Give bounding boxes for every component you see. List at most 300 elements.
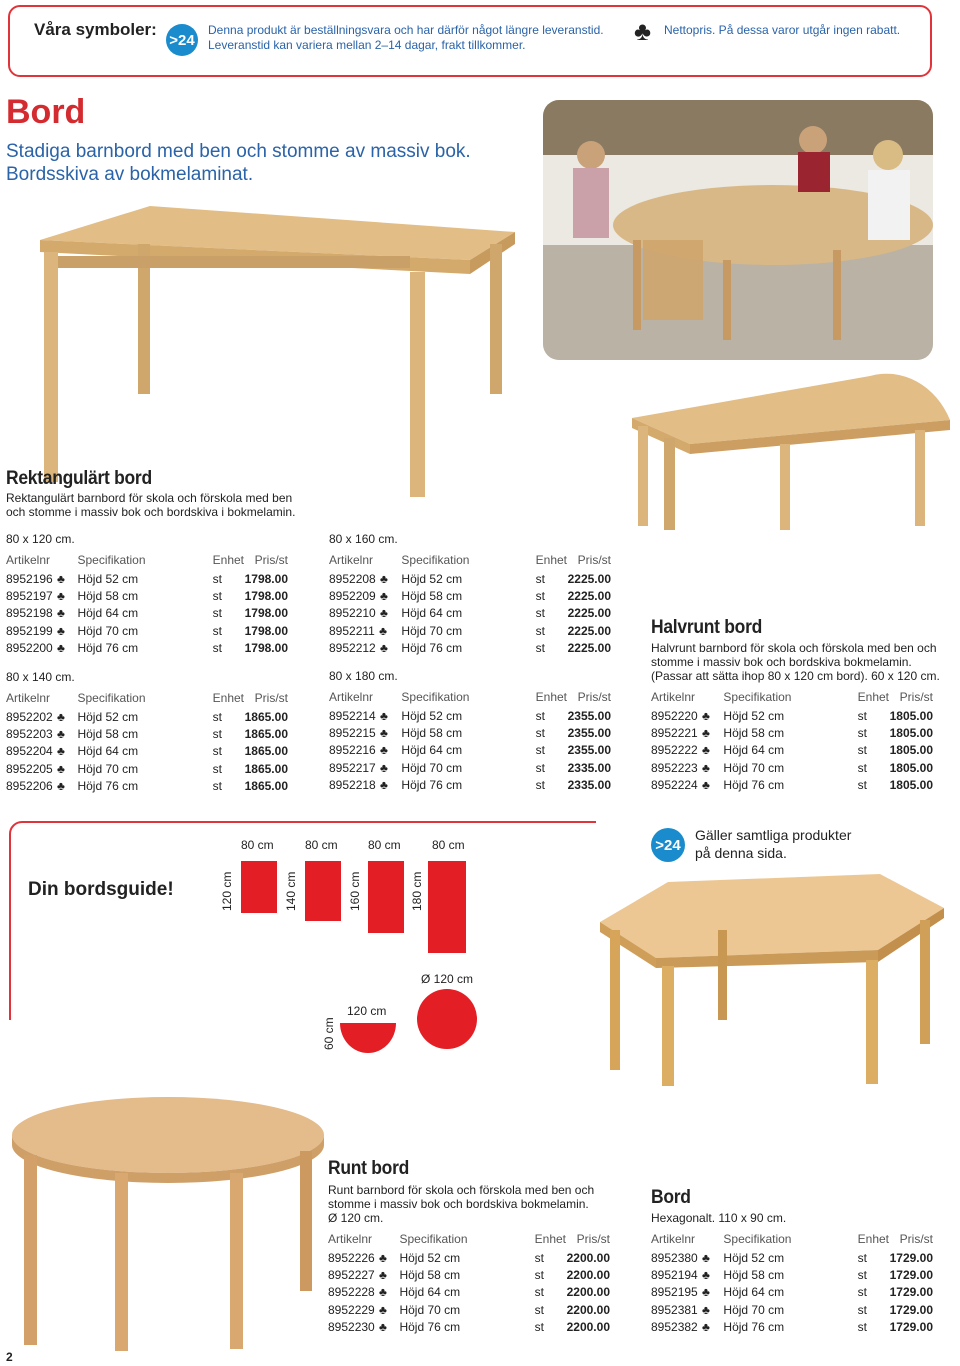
spec-cell: Höjd 76 cm xyxy=(77,778,139,793)
article-number-cell xyxy=(651,1301,723,1318)
club-suit-icon: ♣ xyxy=(376,588,388,603)
article-number: 8952382 xyxy=(651,1319,698,1334)
article-number: 8952198 xyxy=(6,606,53,621)
article-number-cell xyxy=(6,570,77,587)
guide-half-depth-label: 60 cm xyxy=(322,1017,336,1050)
notice-line: Gäller samtliga produkter xyxy=(695,827,852,843)
price-table xyxy=(651,687,933,793)
table-row xyxy=(651,1318,933,1335)
club-suit-icon: ♣ xyxy=(53,588,65,603)
article-number-cell xyxy=(6,605,77,622)
club-suit-icon: ♣ xyxy=(375,1250,387,1265)
article-number-cell xyxy=(651,776,723,793)
price-group-80x140 xyxy=(6,670,288,794)
article-number: 8952194 xyxy=(651,1267,698,1282)
hex-table-desc: Hexagonalt. 110 x 90 cm. xyxy=(651,1211,787,1225)
col-header-art: Artikelnr xyxy=(651,1232,696,1246)
price-cell: 1865.00 xyxy=(244,761,288,776)
price-table xyxy=(328,1229,610,1335)
col-header-price: Pris/st xyxy=(577,553,611,567)
table-row xyxy=(651,724,933,741)
article-number-cell xyxy=(329,759,401,776)
table-guide-title: Din bordsguide! xyxy=(28,879,174,900)
club-suit-icon: ♣ xyxy=(376,640,388,655)
unit-cell: st xyxy=(535,777,545,792)
price-cell: 2225.00 xyxy=(567,588,611,603)
spec-cell: Höjd 64 cm xyxy=(723,743,785,758)
col-header-unit: Enhet xyxy=(535,690,567,704)
article-number-cell xyxy=(329,776,401,793)
table-row xyxy=(328,1249,610,1266)
half-table-desc-line: stomme i massiv bok och bordskiva bokmelamin. xyxy=(651,655,912,669)
table-row xyxy=(651,1301,933,1318)
article-number-cell xyxy=(329,587,401,604)
table-row xyxy=(651,776,933,793)
size-label: 80 x 160 cm. xyxy=(329,532,398,546)
price-group-80x160 xyxy=(329,532,611,656)
article-number: 8952199 xyxy=(6,623,53,638)
spec-cell: Höjd 70 cm xyxy=(401,623,463,638)
unit-cell: st xyxy=(857,743,867,758)
guide-rect-140 xyxy=(305,861,341,921)
article-number-cell xyxy=(329,707,401,724)
article-number-cell xyxy=(329,605,401,622)
article-number: 8952203 xyxy=(6,726,53,741)
article-number: 8952204 xyxy=(6,744,53,759)
spec-cell: Höjd 58 cm xyxy=(723,725,785,740)
guide-half-width-label: 120 cm xyxy=(347,1004,387,1018)
notice-line: på denna sida. xyxy=(695,845,787,861)
col-header-spec: Specifikation xyxy=(77,691,146,705)
article-number-cell xyxy=(328,1266,399,1283)
col-header-unit: Enhet xyxy=(212,691,245,705)
article-number: 8952205 xyxy=(6,761,53,776)
size-label: 80 x 180 cm. xyxy=(329,669,398,683)
unit-cell: st xyxy=(857,760,867,775)
guide-length-label: 180 cm xyxy=(410,871,424,911)
spec-cell: Höjd 76 cm xyxy=(401,640,463,655)
club-suit-icon: ♣ xyxy=(53,571,65,586)
club-suit-icon: ♣ xyxy=(698,777,710,792)
article-number-cell xyxy=(328,1301,399,1318)
unit-cell: st xyxy=(212,640,222,655)
spec-cell: Höjd 52 cm xyxy=(77,571,139,586)
spec-cell: Höjd 76 cm xyxy=(723,1319,785,1334)
article-number: 8952381 xyxy=(651,1302,698,1317)
guide-round-shape xyxy=(416,988,478,1050)
rect-table-desc xyxy=(6,491,295,519)
article-number: 8952217 xyxy=(329,760,376,775)
table-row xyxy=(6,605,288,622)
spec-cell: Höjd 52 cm xyxy=(401,708,463,723)
price-group-half xyxy=(651,687,933,793)
article-number: 8952223 xyxy=(651,760,698,775)
price-cell: 1805.00 xyxy=(889,725,933,740)
col-header-art: Artikelnr xyxy=(329,553,374,567)
price-cell: 1805.00 xyxy=(889,760,933,775)
rect-table-title: Rektangulärt bord xyxy=(6,468,152,489)
unit-cell: st xyxy=(535,571,545,586)
col-header-unit: Enhet xyxy=(534,1232,567,1246)
article-number: 8952212 xyxy=(329,640,376,655)
spec-cell: Höjd 76 cm xyxy=(77,640,139,655)
article-number: 8952210 xyxy=(329,606,376,621)
subtitle-line: Stadiga barnbord med ben och stomme av massiv bok. xyxy=(6,141,471,162)
half-round-table-image xyxy=(630,372,956,532)
club-suit-icon: ♣ xyxy=(376,760,388,775)
price-cell: 1729.00 xyxy=(889,1250,933,1265)
guide-width-label: 80 cm xyxy=(305,838,338,852)
club-suit-icon: ♣ xyxy=(375,1302,387,1317)
club-suit-icon: ♣ xyxy=(634,16,652,46)
price-table xyxy=(6,688,288,794)
price-group-80x180 xyxy=(329,669,611,793)
article-number: 8952226 xyxy=(328,1250,375,1265)
price-cell: 1798.00 xyxy=(244,606,288,621)
table-row xyxy=(651,1266,933,1283)
24h-badge-icon: >24 xyxy=(166,24,198,56)
spec-cell: Höjd 58 cm xyxy=(401,725,463,740)
round-table-desc xyxy=(328,1183,594,1225)
table-row xyxy=(328,1284,610,1301)
article-number: 8952224 xyxy=(651,777,698,792)
rectangular-table-image xyxy=(30,200,520,500)
article-number-cell xyxy=(6,777,77,794)
club-suit-icon: ♣ xyxy=(698,1302,710,1317)
price-cell: 1805.00 xyxy=(889,743,933,758)
unit-cell: st xyxy=(212,726,222,741)
article-number-cell xyxy=(6,743,77,760)
legend-club-desc: Nettopris. På dessa varor utgår ingen rabatt. xyxy=(664,23,901,37)
unit-cell: st xyxy=(857,708,867,723)
guide-rect-120 xyxy=(241,861,277,913)
article-number-cell xyxy=(651,724,723,741)
spec-cell: Höjd 58 cm xyxy=(77,588,139,603)
article-number: 8952196 xyxy=(6,571,53,586)
article-number-cell xyxy=(329,622,401,639)
unit-cell: st xyxy=(534,1302,544,1317)
club-suit-icon: ♣ xyxy=(698,743,710,758)
article-number: 8952220 xyxy=(651,708,698,723)
table-row xyxy=(329,707,611,724)
col-header-price: Pris/st xyxy=(577,690,611,704)
spec-cell: Höjd 64 cm xyxy=(723,1285,785,1300)
article-number-cell xyxy=(6,587,77,604)
table-row xyxy=(651,759,933,776)
table-row xyxy=(329,724,611,741)
price-table xyxy=(329,550,611,656)
price-cell: 1729.00 xyxy=(889,1319,933,1334)
unit-cell: st xyxy=(212,588,222,603)
price-cell: 1805.00 xyxy=(889,708,933,723)
col-header-spec: Specifikation xyxy=(77,553,146,567)
col-header-spec: Specifikation xyxy=(723,690,792,704)
article-number: 8952202 xyxy=(6,709,53,724)
half-table-title: Halvrunt bord xyxy=(651,617,763,638)
col-header-unit: Enhet xyxy=(857,1232,889,1246)
hex-table-title: Bord xyxy=(651,1187,691,1208)
col-header-unit: Enhet xyxy=(857,690,889,704)
article-number: 8952215 xyxy=(329,725,376,740)
table-row xyxy=(6,587,288,604)
spec-cell: Höjd 58 cm xyxy=(399,1267,461,1282)
guide-rect-160 xyxy=(368,861,404,933)
price-cell: 2335.00 xyxy=(567,777,611,792)
col-header-art: Artikelnr xyxy=(6,553,51,567)
half-table-desc-line: Halvrunt barnbord för skola och förskola med ben och xyxy=(651,641,937,655)
round-table-image xyxy=(10,1095,325,1355)
price-group-round xyxy=(328,1229,610,1335)
article-number: 8952200 xyxy=(6,640,53,655)
price-table xyxy=(329,687,611,793)
price-cell: 1805.00 xyxy=(889,777,933,792)
unit-cell: st xyxy=(535,640,545,655)
club-suit-icon: ♣ xyxy=(376,606,388,621)
unit-cell: st xyxy=(857,1267,867,1282)
table-row xyxy=(6,708,288,725)
unit-cell: st xyxy=(535,725,545,740)
price-cell: 1798.00 xyxy=(244,571,288,586)
unit-cell: st xyxy=(535,623,545,638)
table-row xyxy=(329,639,611,656)
size-label: 80 x 140 cm. xyxy=(6,670,75,684)
unit-cell: st xyxy=(534,1267,544,1282)
club-suit-icon: ♣ xyxy=(53,606,65,621)
spec-cell: Höjd 58 cm xyxy=(401,588,463,603)
article-number-cell xyxy=(651,1284,723,1301)
article-number: 8952229 xyxy=(328,1302,375,1317)
guide-half-round-shape xyxy=(338,1021,398,1055)
table-row xyxy=(651,707,933,724)
table-row xyxy=(651,742,933,759)
price-cell: 1865.00 xyxy=(244,744,288,759)
round-table-title: Runt bord xyxy=(328,1158,410,1179)
half-table-desc xyxy=(651,641,940,683)
club-suit-icon: ♣ xyxy=(53,744,65,759)
table-row xyxy=(329,742,611,759)
spec-cell: Höjd 52 cm xyxy=(723,1250,785,1265)
club-suit-icon: ♣ xyxy=(698,708,710,723)
guide-length-label: 140 cm xyxy=(284,871,298,911)
table-row xyxy=(329,622,611,639)
article-number: 8952197 xyxy=(6,588,53,603)
unit-cell: st xyxy=(857,777,867,792)
club-suit-icon: ♣ xyxy=(376,571,388,586)
article-number-cell xyxy=(6,760,77,777)
table-row xyxy=(329,605,611,622)
unit-cell: st xyxy=(535,760,545,775)
col-header-spec: Specifikation xyxy=(399,1232,468,1246)
price-cell: 1865.00 xyxy=(244,726,288,741)
legend-badge-desc-line: Denna produkt är beställningsvara och har därför något längre leveranstid. xyxy=(208,23,604,37)
club-suit-icon: ♣ xyxy=(375,1285,387,1300)
article-number: 8952195 xyxy=(651,1285,698,1300)
col-header-price: Pris/st xyxy=(899,690,933,704)
price-table xyxy=(651,1229,933,1335)
article-number: 8952380 xyxy=(651,1250,698,1265)
price-cell: 2200.00 xyxy=(566,1302,610,1317)
price-group-80x120 xyxy=(6,532,288,656)
table-row xyxy=(328,1301,610,1318)
page-subtitle xyxy=(6,140,471,186)
guide-length-label: 120 cm xyxy=(220,871,234,911)
article-number: 8952218 xyxy=(329,777,376,792)
unit-cell: st xyxy=(857,1319,867,1334)
rect-table-desc-line: och stomme i massiv bok och bordskiva i bokmelamin. xyxy=(6,505,296,519)
article-number-cell xyxy=(651,1249,723,1266)
unit-cell: st xyxy=(857,1250,867,1265)
half-table-desc-line: (Passar att sätta ihop 80 x 120 cm bord). 60 x 120 cm. xyxy=(651,669,940,683)
price-cell: 2355.00 xyxy=(567,743,611,758)
table-row xyxy=(329,587,611,604)
unit-cell: st xyxy=(212,623,222,638)
guide-width-label: 80 cm xyxy=(432,838,465,852)
table-row xyxy=(651,1249,933,1266)
col-header-spec: Specifikation xyxy=(401,553,470,567)
unit-cell: st xyxy=(534,1319,544,1334)
price-cell: 2225.00 xyxy=(567,640,611,655)
price-cell: 1729.00 xyxy=(889,1285,933,1300)
price-cell: 2200.00 xyxy=(566,1250,610,1265)
unit-cell: st xyxy=(857,1302,867,1317)
round-table-desc-line: Ø 120 cm. xyxy=(328,1211,384,1225)
rect-table-desc-line: Rektangulärt barnbord för skola och förskola med ben xyxy=(6,491,293,505)
unit-cell: st xyxy=(535,743,545,758)
club-suit-icon: ♣ xyxy=(698,760,710,775)
club-suit-icon: ♣ xyxy=(376,708,388,723)
article-number: 8952228 xyxy=(328,1285,375,1300)
spec-cell: Höjd 76 cm xyxy=(399,1319,461,1334)
col-header-spec: Specifikation xyxy=(401,690,470,704)
col-header-price: Pris/st xyxy=(576,1232,610,1246)
club-suit-icon: ♣ xyxy=(698,1267,710,1282)
club-suit-icon: ♣ xyxy=(698,1285,710,1300)
table-row xyxy=(6,622,288,639)
price-cell: 2225.00 xyxy=(567,571,611,586)
club-suit-icon: ♣ xyxy=(375,1319,387,1334)
unit-cell: st xyxy=(534,1250,544,1265)
24h-badge-icon: >24 xyxy=(651,828,685,862)
article-number-cell xyxy=(651,707,723,724)
article-number: 8952227 xyxy=(328,1267,375,1282)
club-suit-icon: ♣ xyxy=(53,761,65,776)
club-suit-icon: ♣ xyxy=(53,709,65,724)
col-header-art: Artikelnr xyxy=(6,691,51,705)
spec-cell: Höjd 64 cm xyxy=(401,743,463,758)
table-guide-box xyxy=(8,820,600,1075)
table-row xyxy=(6,725,288,742)
col-header-art: Artikelnr xyxy=(651,690,696,704)
classroom-photo xyxy=(543,100,933,360)
unit-cell: st xyxy=(535,708,545,723)
col-header-spec: Specifikation xyxy=(723,1232,792,1246)
spec-cell: Höjd 64 cm xyxy=(77,606,139,621)
subtitle-line: Bordsskiva av bokmelaminat. xyxy=(6,164,254,185)
price-cell: 2225.00 xyxy=(567,623,611,638)
article-number: 8952211 xyxy=(329,623,375,638)
club-suit-icon: ♣ xyxy=(375,623,388,638)
spec-cell: Höjd 64 cm xyxy=(77,744,139,759)
price-table xyxy=(6,550,288,656)
article-number: 8952216 xyxy=(329,743,376,758)
price-cell: 1729.00 xyxy=(889,1302,933,1317)
round-table-desc-line: Runt barnbord för skola och förskola med ben och xyxy=(328,1183,595,1197)
col-header-unit: Enhet xyxy=(212,553,245,567)
unit-cell: st xyxy=(212,709,222,724)
article-number-cell xyxy=(6,622,77,639)
table-row xyxy=(329,776,611,793)
page-number: 2 xyxy=(6,1350,13,1364)
spec-cell: Höjd 76 cm xyxy=(401,777,463,792)
price-cell: 2355.00 xyxy=(567,725,611,740)
price-group-hex xyxy=(651,1229,933,1335)
table-row xyxy=(651,1284,933,1301)
legend-badge-desc xyxy=(208,23,604,53)
article-number-cell xyxy=(328,1249,399,1266)
spec-cell: Höjd 58 cm xyxy=(77,726,139,741)
article-number-cell xyxy=(329,742,401,759)
spec-cell: Höjd 70 cm xyxy=(77,623,139,638)
article-number: 8952206 xyxy=(6,778,53,793)
article-number: 8952209 xyxy=(329,588,376,603)
club-suit-icon: ♣ xyxy=(698,725,710,740)
table-row xyxy=(6,743,288,760)
hexagonal-table-image xyxy=(598,870,948,1090)
unit-cell: st xyxy=(212,761,222,776)
article-number: 8952214 xyxy=(329,708,376,723)
table-row xyxy=(329,570,611,587)
spec-cell: Höjd 70 cm xyxy=(77,761,139,776)
unit-cell: st xyxy=(857,725,867,740)
col-header-price: Pris/st xyxy=(254,553,288,567)
spec-cell: Höjd 76 cm xyxy=(723,777,785,792)
price-cell: 1798.00 xyxy=(244,588,288,603)
article-number-cell xyxy=(6,725,77,742)
guide-round-label: Ø 120 cm xyxy=(421,972,474,986)
article-number-cell xyxy=(328,1318,399,1335)
round-table-desc-line: stomme i massiv bok och bordskiva bokmelamin. xyxy=(328,1197,589,1211)
spec-cell: Höjd 64 cm xyxy=(401,606,463,621)
spec-cell: Höjd 64 cm xyxy=(399,1285,461,1300)
club-suit-icon: ♣ xyxy=(376,743,388,758)
article-number-cell xyxy=(6,708,77,725)
price-cell: 2335.00 xyxy=(567,760,611,775)
article-number: 8952221 xyxy=(651,725,698,740)
legend-title: Våra symboler: xyxy=(34,20,157,39)
price-cell: 2200.00 xyxy=(566,1267,610,1282)
table-row xyxy=(6,760,288,777)
unit-cell: st xyxy=(857,1285,867,1300)
col-header-unit: Enhet xyxy=(535,553,567,567)
price-cell: 2200.00 xyxy=(566,1285,610,1300)
spec-cell: Höjd 52 cm xyxy=(399,1250,461,1265)
club-suit-icon: ♣ xyxy=(53,623,65,638)
article-number: 8952222 xyxy=(651,743,698,758)
guide-width-label: 80 cm xyxy=(241,838,274,852)
article-number-cell xyxy=(329,639,401,656)
page-title-text: Bord xyxy=(6,93,86,131)
spec-cell: Höjd 52 cm xyxy=(77,709,139,724)
article-number-cell xyxy=(329,724,401,741)
delivery-notice xyxy=(695,826,851,862)
price-cell: 1729.00 xyxy=(889,1267,933,1282)
spec-cell: Höjd 70 cm xyxy=(723,760,785,775)
article-number-cell xyxy=(328,1284,399,1301)
table-row xyxy=(328,1266,610,1283)
price-cell: 1865.00 xyxy=(244,709,288,724)
article-number-cell xyxy=(651,742,723,759)
club-suit-icon: ♣ xyxy=(53,640,65,655)
